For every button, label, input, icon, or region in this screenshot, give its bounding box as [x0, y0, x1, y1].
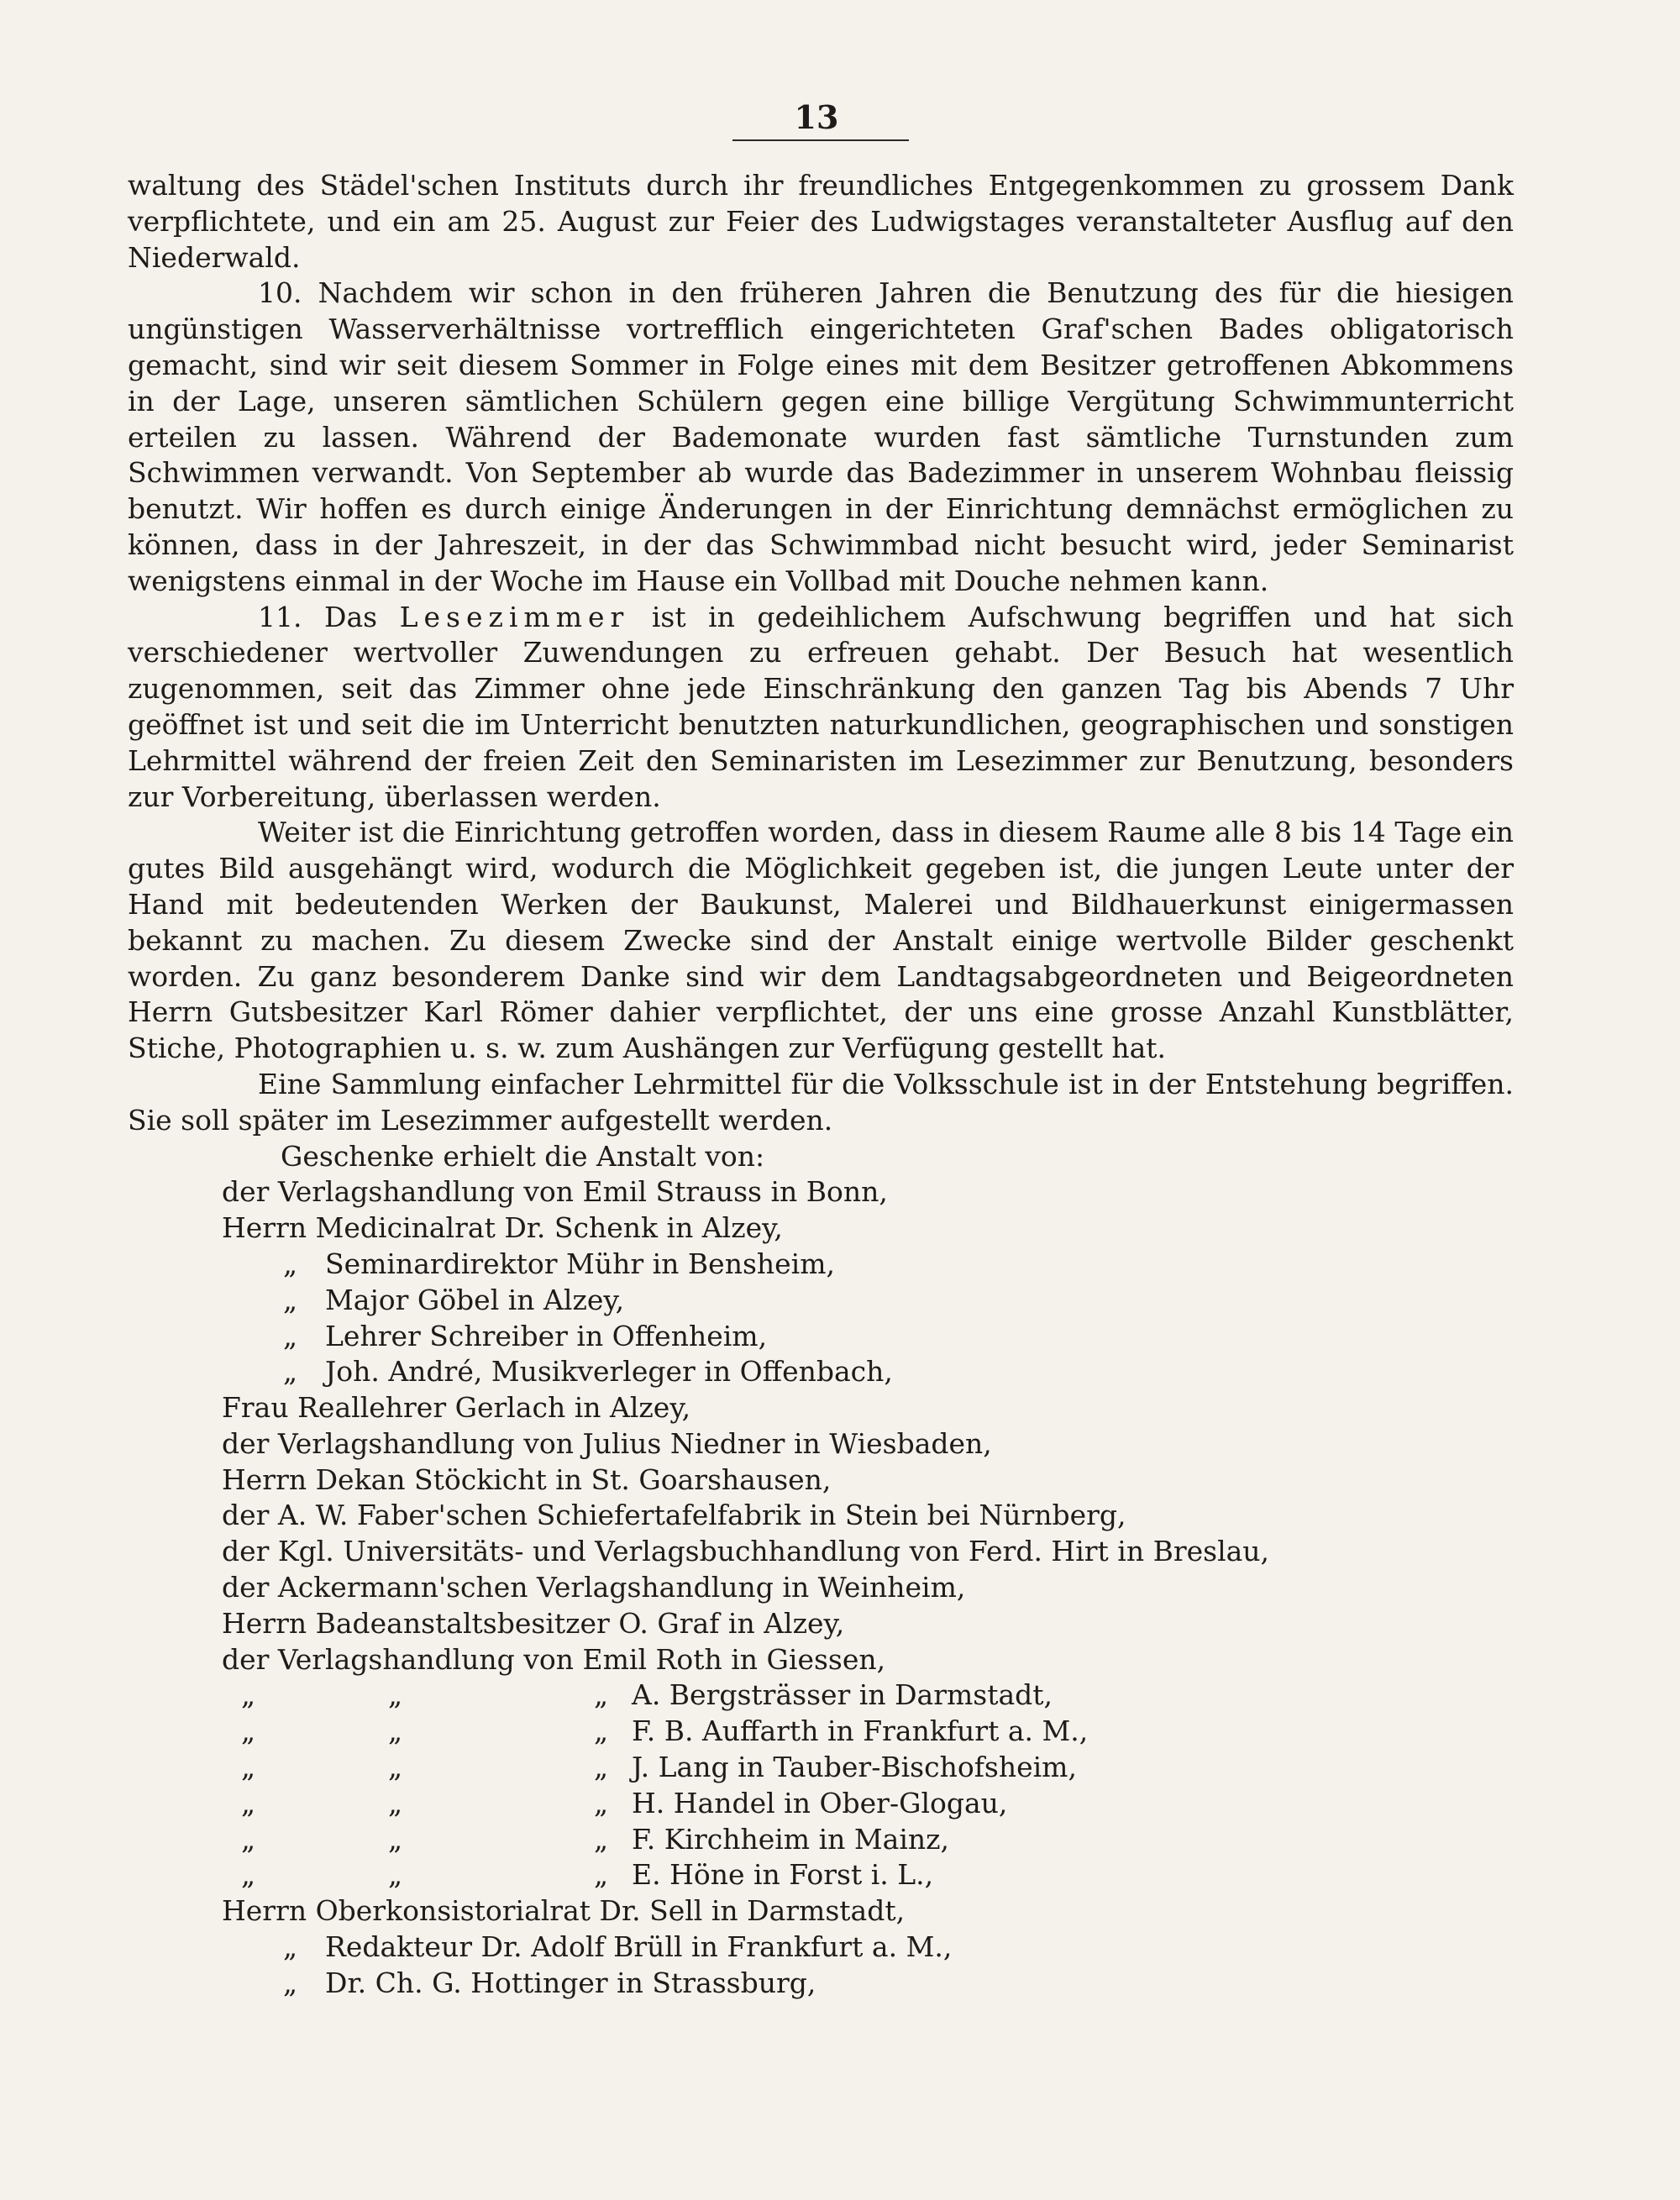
- ditto-mark: „: [594, 1786, 609, 1819]
- ditto-mark: „: [283, 1319, 298, 1352]
- gift-line: [128, 1930, 1514, 1966]
- gift-line: [128, 1247, 1514, 1283]
- gift-line: [128, 1966, 1514, 2002]
- gift-line-text: J. Lang in Tauber-Bischofsheim,: [632, 1751, 1077, 1784]
- ditto-mark: „: [594, 1822, 609, 1856]
- gift-line: [128, 1822, 1514, 1858]
- gift-line: Frau Reallehrer Gerlach in Alzey,: [222, 1391, 691, 1425]
- gifts-intro: Geschenke erhielt die Anstalt von:: [281, 1139, 765, 1173]
- gift-line: [128, 1678, 1514, 1714]
- gift-line: Herrn Oberkonsistorialrat Dr. Sell in Darmstadt,: [222, 1894, 906, 1928]
- gift-line: der Verlagshandlung von Julius Niedner in Wiesbaden,: [222, 1426, 992, 1460]
- gift-line: der Verlagshandlung von Emil Strauss in Bonn,: [222, 1175, 888, 1209]
- gift-line-text: E. Höne in Forst i. L.,: [632, 1858, 934, 1892]
- gift-line-text: F. B. Auffarth in Frankfurt a. M.,: [632, 1714, 1089, 1748]
- gift-line: [128, 1750, 1514, 1786]
- ditto-mark: „: [388, 1714, 403, 1748]
- gift-line: [128, 1354, 1514, 1390]
- ditto-mark: „: [388, 1858, 403, 1892]
- ditto-mark: „: [283, 1247, 298, 1280]
- paragraph-10-bathing: 10. Nachdem wir schon in den früheren Jahren die Benutzung des für die hiesigen ungünstigen Wasserverhältnisse vortrefflich eingerichteten Graf'schen Bades obligatorisch gemacht, sind wir seit diesem Sommer in Folge eines mit dem Besitzer getroffenen Abkommens in der Lage, unseren sämtlichen Schülern gegen eine billige Vergütung Schwimmunterricht erteilen zu lassen. Während der Bademonate wurden fast sämtliche Turnstunden zum Schwimmen verwandt. Von September ab wurde das Badezimmer in unserem Wohnbau fleissig benutzt. Wir hoffen es durch einige Änderungen in der Einrichtung demnächst ermöglichen zu können, dass in der Jahreszeit, in der das Schwimmbad nicht besucht wird, jeder Seminarist wenigstens einmal in der Woche im Hause ein Vollbad mit Douche nehmen kann.: [128, 276, 1514, 597]
- ditto-mark: „: [388, 1786, 403, 1819]
- gift-line: [128, 1319, 1514, 1355]
- ditto-mark: „: [388, 1822, 403, 1856]
- page-number-rule: [732, 139, 909, 141]
- reading-room-term: Lesezimmer: [399, 600, 630, 633]
- gift-line: Herrn Dekan Stöckicht in St. Goarshausen,: [222, 1462, 832, 1496]
- paragraph-11-start: 11. Das: [258, 600, 400, 633]
- gift-line: [128, 1857, 1514, 1893]
- gift-line: der Verlagshandlung von Emil Roth in Giessen,: [222, 1642, 886, 1676]
- ditto-mark: „: [594, 1678, 609, 1712]
- ditto-mark: „: [594, 1751, 609, 1784]
- paragraph-teaching-aids: Eine Sammlung einfacher Lehrmittel für die Volksschule ist in der Entstehung begriffen. Sie soll später im Lesezimmer aufgestellt werden.: [128, 1067, 1514, 1137]
- page-number: 13: [794, 98, 839, 136]
- ditto-mark: „: [388, 1678, 403, 1712]
- gift-line: der Kgl. Universitäts- und Verlagsbuchhandlung von Ferd. Hirt in Breslau,: [222, 1535, 1270, 1568]
- body-text: [128, 168, 1514, 2002]
- ditto-mark: „: [241, 1822, 256, 1856]
- ditto-mark: „: [388, 1751, 403, 1784]
- ditto-mark: „: [241, 1678, 256, 1712]
- ditto-mark: „: [283, 1966, 298, 1999]
- gift-line: Herrn Medicinalrat Dr. Schenk in Alzey,: [222, 1211, 783, 1245]
- paragraph-11-rest: ist in gedeihlichem Aufschwung begriffen und hat sich verschiedener wertvoller Zuwendungen zu erfreuen gehabt. Der Besuch hat wesentlich zugenommen, seit das Zimmer ohne jede Einschränkung den ganzen Tag bis Abends 7 Uhr geöffnet ist und seit die im Unterricht benutzten naturkundlichen, geographischen und sonstigen Lehrmittel während der freien Zeit den Seminaristen im Lesezimmer zur Benutzung, besonders zur Vorbereitung, überlassen werden.: [128, 600, 1514, 813]
- ditto-mark: „: [594, 1714, 609, 1748]
- gift-line: der A. W. Faber'schen Schiefertafelfabrik in Stein bei Nürnberg,: [222, 1499, 1126, 1532]
- gift-line: [128, 1283, 1514, 1319]
- gift-line-text: A. Bergsträsser in Darmstadt,: [632, 1678, 1053, 1712]
- gift-line: [128, 1714, 1514, 1750]
- paragraph-continuation: waltung des Städel'schen Instituts durch ihr freundliches Entgegenkommen zu grossem Dank verpflichtete, und ein am 25. August zur Feier des Ludwigstages veranstalteter Ausflug auf den Niederwald.: [128, 169, 1514, 274]
- ditto-mark: „: [241, 1858, 256, 1892]
- gift-line: Herrn Badeanstaltsbesitzer O. Graf in Alzey,: [222, 1606, 845, 1640]
- gift-line-text: Redakteur Dr. Adolf Brüll in Frankfurt a. M.,: [325, 1930, 953, 1964]
- gift-line-text: H. Handel in Ober-Glogau,: [632, 1786, 1008, 1819]
- ditto-mark: „: [283, 1930, 298, 1964]
- gift-line-text: Seminardirektor Mühr in Bensheim,: [325, 1247, 836, 1280]
- ditto-mark: „: [594, 1858, 609, 1892]
- paragraph-11-reading-room: [128, 600, 1514, 816]
- ditto-mark: „: [283, 1355, 298, 1389]
- gift-line: [128, 1786, 1514, 1822]
- gift-line-text: F. Kirchheim in Mainz,: [632, 1822, 950, 1856]
- ditto-mark: „: [241, 1714, 256, 1748]
- gift-line-text: Major Göbel in Alzey,: [325, 1283, 625, 1316]
- ditto-mark: „: [283, 1283, 298, 1316]
- gift-line-text: Dr. Ch. G. Hottinger in Strassburg,: [325, 1966, 816, 1999]
- paragraph-pictures: Weiter ist die Einrichtung getroffen worden, dass in diesem Raume alle 8 bis 14 Tage ein gutes Bild ausgehängt wird, wodurch die Möglichkeit gegeben ist, die jungen Leute unter der Hand mit bedeutenden Werken der Baukunst, Malerei und Bildhauerkunst einigermassen bekannt zu machen. Zu diesem Zwecke sind der Anstalt einige wertvolle Bilder geschenkt worden. Zu ganz besonderem Danke sind wir dem Landtagsabgeordneten und Beigeordneten Herrn Gutsbesitzer Karl Römer dahier verpflichtet, der uns eine grosse Anzahl Kunstblätter, Stiche, Photographien u. s. w. zum Aushängen zur Verfügung gestellt hat.: [128, 816, 1514, 1065]
- ditto-mark: „: [241, 1786, 256, 1819]
- ditto-mark: „: [241, 1751, 256, 1784]
- gift-line: der Ackermann'schen Verlagshandlung in Weinheim,: [222, 1571, 966, 1604]
- gift-line-text: Lehrer Schreiber in Offenheim,: [325, 1319, 768, 1352]
- gift-line-text: Joh. André, Musikverleger in Offenbach,: [325, 1355, 893, 1389]
